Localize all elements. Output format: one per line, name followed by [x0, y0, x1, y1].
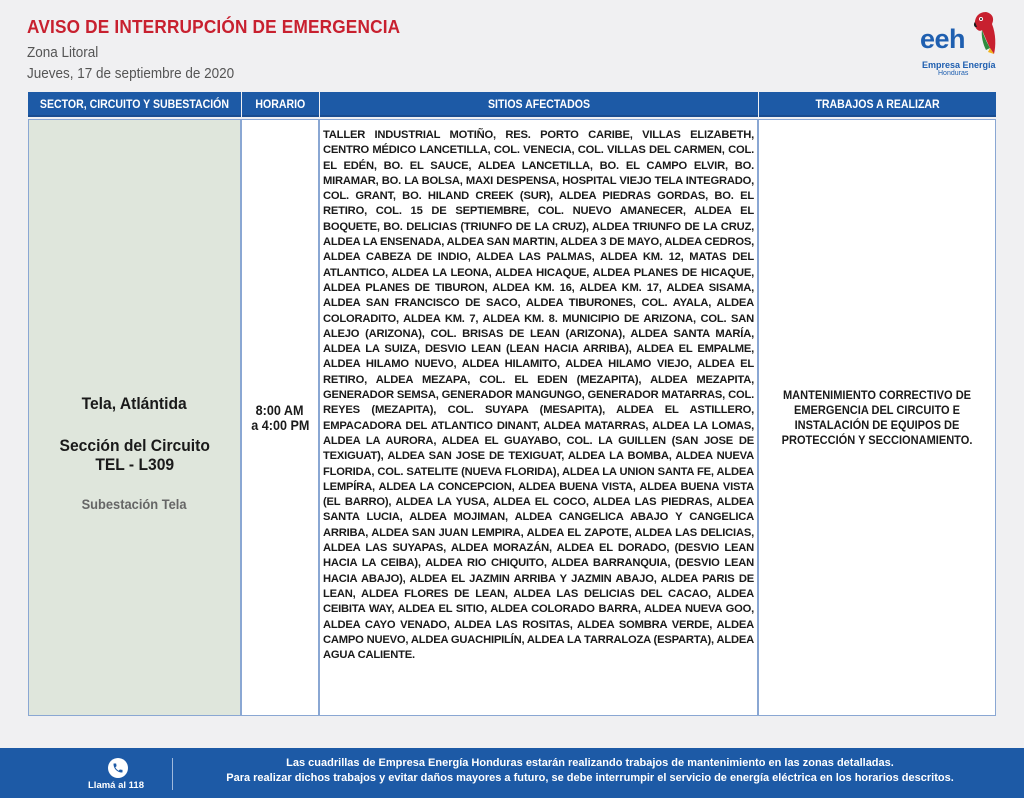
logo-subtitle: Empresa Energía: [922, 60, 996, 70]
logo-wordmark: eeh: [920, 24, 966, 54]
company-logo: [920, 8, 1000, 88]
trabajos-cell: [758, 119, 996, 716]
horario-to: a 4:00 PM: [250, 416, 310, 433]
circuit-code: TEL - L309: [95, 454, 174, 474]
header-horario: HORARIO: [242, 92, 319, 117]
footer-divider: [172, 758, 173, 790]
header-sector: SECTOR, CIRCUITO Y SUBESTACIÓN: [28, 92, 241, 117]
header-trabajos: TRABAJOS A REALIZAR: [759, 92, 996, 117]
sector-city: Tela, Atlántida: [81, 393, 188, 413]
horario-cell: [241, 119, 319, 716]
substation-name: Subestación Tela: [82, 495, 187, 512]
page-title: AVISO DE INTERRUPCIÓN DE EMERGENCIA: [27, 16, 401, 37]
sector-cell: [28, 119, 241, 716]
sector-section: [59, 436, 209, 474]
horario-from: 8:00 AM: [256, 401, 304, 418]
sitios-text: TALLER INDUSTRIAL MOTIÑO, RES. PORTO CARIBE, VILLAS ELIZABETH, CENTRO MÉDICO LANCETILLA, COL. VENECIA, COL. VILLAS DEL CARMEN, COL. EL EDÉN, BO. EL SAUCE, ALDEA LANCETILLA, BO. EL CAMPO ELVIR, BO. MIRAMAR, BO. LA BOLSA, MAXI DESPENSA, HOSPITAL VIEJO TELA INTEGRADO, COL. GRANT, BO. HILAND CREEK (SUR), ALDEA PIEDRAS GORDAS, BO. EL RETIRO, COL. 15 DE SEPTIEMBRE, COL. NUEVO AMANECER, ALDEA EL BOQUETE, BO. DELICIAS (TRIUNFO DE LA CRUZ), ALDEA TRIUNFO DE LA CRUZ, ALDEA LA ENSENADA, ALDEA SAN MARTIN, ALDEA 3 DE MAYO, ALDEA CEDROS, ALDEA CABEZA DE INDIO, ALDEA LAS PALMAS, ALDEA KM. 12, MATAS DEL ATLANTICO, ALDEA LA LEONA, ALDEA HICAQUE, ALDEA PLANES DE HICAQUE, ALDEA PLANES DE TIBURON, ALDEA KM. 16, ALDEA KM. 17, ALDEA SISAMA, ALDEA SAN FRANCISCO DE SACO, ALDEA TIBURONES, COL. AYALA, ALDEA COLORADITO, ALDEA KM. 7, ALDEA KM. 8. MUNICIPIO DE ARIZONA, COL. SAN ALEJO (ARIZONA), COL. BRISAS DE LEAN (ARIZONA), ALDEA SANTA MARÍA, ALDEA LA SUIZA, DESVIO LEAN (LEAN HACIA ARRIBA), ALDEA EL EMPALME, ALDEA HILAMO NUEVO, ALDEA HILAMITO, ALDEA HILAMO VIEJO, ALDEA EL RETIRO, ALDEA MEZAPA, COL. EL EDEN (MEZAPITA), ALDEA MEZAPITA, GENERADOR SEMSA, GENERADOR MANGUNGO, GENERADOR MATARRAS, COL. REYES (MEZAPITA), COL. SUYAPA (MESAPITA), ALDEA EL ASTILLERO, EMPACADORA DEL ATLANTICO DINANT, ALDEA MATARRAS, ALDEA LA LOMAS, ALDEA LA AURORA, ALDEA EL GUAYABO, COL. LA GUILLEN (SAN JOSE DE TEXIGUAT), ALDEA SAN JOSE DE TEXIGUAT, ALDEA LA BOMBA, ALDEA NUEVA FLORIDA, COL. SATELITE (NUEVA FLORIDA), ALDEA LA UNION SANTA FE, ALDEA LEMPÍRA, ALDEA LA CONCEPCION, ALDEA BUENA VISTA, ALDEA BUENA VISTA (EL BARRO), ALDEA LA YUSA, ALDEA EL COCO, ALDEA LAS PIEDRAS, ALDEA SANTA LUCIA, ALDEA MOJIMAN, ALDEA CANGELICA ABAJO Y CANGELICA ARRIBA, ALDEA SAN JUAN LEMPIRA, ALDEA EL ZAPOTE, ALDEA LAS DELICIAS, ALDEA LAS SUYAPAS, ALDEA MORAZÁN, ALDEA EL DORADO, (DESVIO LEAN HACIA LA CEIBA), ALDEA RIO CHIQUITO, ALDEA BARRANQUIA, (DESVIO LEAN HACIA ABAJO), ALDEA EL JAZMIN ARRIBA Y JAZMIN ABAJO, ALDEA PARIS DE LEAN, ALDEA FLORES DE LEAN, ALDEA LAS DELICIAS DEL CACAO, ALDEA CEIBITA WAY, ALDEA EL SITIO, ALDEA COLORADO BARRA, ALDEA NUEVA GOO, ALDEA CAYO VENADO, ALDEA LAS ROSITAS, ALDEA SOMBRA VERDE, ALDEA CAMPO NUEVO, ALDEA GUACHIPILÍN, ALDEA LA TARRALOZA (ESPARTA), ALDEA AGUA CALIENTE.: [323, 129, 755, 662]
phone-glyph: [112, 762, 124, 774]
zone-label: Zona Litoral: [27, 44, 99, 61]
footer-line-2: Para realizar dichos trabajos y evitar daños mayores a futuro, se debe interrumpir el servicio de energía eléctrica en los horarios descritos.: [226, 772, 954, 784]
page-header: [0, 0, 1024, 92]
footer-line-1: Las cuadrillas de Empresa Energía Honduras estarán realizando trabajos de mantenimiento en las zonas detalladas.: [286, 757, 894, 769]
sitios-cell: [319, 119, 758, 716]
phone-icon: [108, 758, 128, 778]
page-footer: [0, 748, 1024, 798]
trabajos-text: MANTENIMIENTO CORRECTIVO DE EMERGENCIA DEL CIRCUITO E INSTALACIÓN DE EQUIPOS DE PROTECCIÓN Y SECCIONAMIENTO.: [781, 387, 973, 447]
macaw-logo-icon: [972, 10, 998, 56]
date-label: Jueves, 17 de septiembre de 2020: [27, 65, 235, 82]
section-label: Sección del Circuito: [59, 435, 210, 455]
logo-country: Honduras: [938, 70, 969, 77]
phone-label: Llamá al 118: [88, 780, 144, 791]
header-sitios: SITIOS AFECTADOS: [320, 92, 758, 117]
